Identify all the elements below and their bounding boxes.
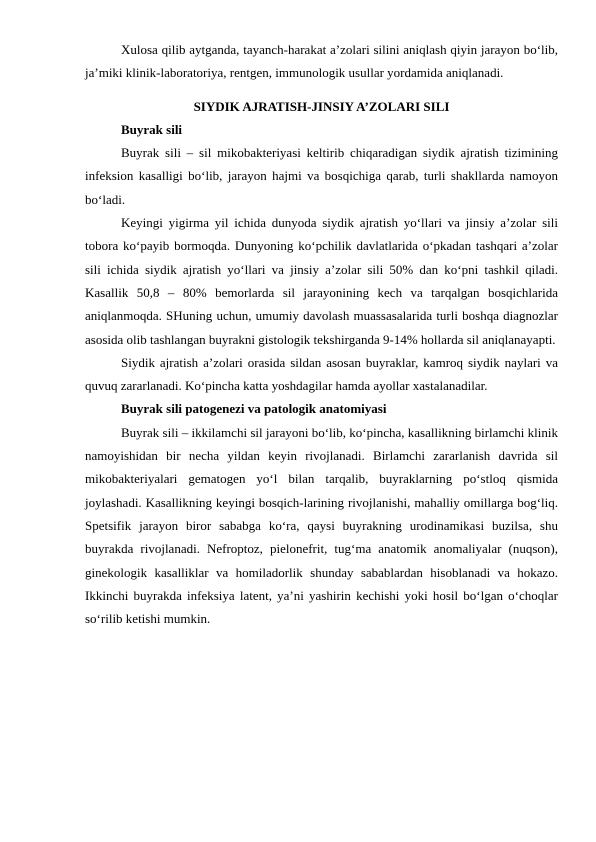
document-page: [85, 38, 558, 630]
subheading-buyrak-sili: Buyrak sili: [121, 121, 183, 137]
section-title: SIYDIK AJRATISH-JINSIY A’ZOLARI SILI: [193, 98, 450, 114]
paragraph-epidemiology: Keyingi yigirma yil ichida dunyoda siydik ajratish yo‘llari va jinsiy a’zolar sili tobora ko‘payib bormoqda. Dunyoning ko‘pchilik davlatlarida o‘pkadan tashqari a’zolar sili ichida siydik ajratish yo‘llari va jinsiy a’zolar sili 50% dan ko‘pni tashkil qiladi. Kasallik 50,8 – 80% bemorlarda sil jarayonining kech va tarqalgan bosqichlarida aniqlanmoqda. SHuning uchun, umumiy davolash muassasalarida turli boshqa diagnozlar asosida olib tashlangan buyrakni gistologik tekshirganda 9-14% hollarda sil aniqlanayapti.: [85, 215, 558, 347]
intro-paragraph: Xulosa qilib aytganda, tayanch-harakat a’zolari silini aniqlash qiyin jarayon bo‘lib, ja’miki klinik-laboratoriya, rentgen, immunologik usullar yordamida aniqlanadi.: [85, 42, 558, 81]
paragraph-definition: Buyrak sili – sil mikobakteriyasi keltirib chiqaradigan siydik ajratish tizimining infeksion kasalligi bo‘lib, jarayon hajmi va bosqichiga qarab, turli shakllarda namoyon bo‘ladi.: [85, 145, 558, 207]
subheading-pathogenesis: Buyrak sili patogenezi va patologik anatomiyasi: [121, 401, 387, 417]
paragraph-organs: Siydik ajratish a’zolari orasida sildan asosan buyraklar, kamroq siydik naylari va quvuq zararlanadi. Ko‘pincha katta yoshdagilar hamda ayollar xastalanadilar.: [85, 354, 558, 394]
spacer: [85, 85, 558, 95]
paragraph-pathogenesis: Buyrak sili – ikkilamchi sil jarayoni bo‘lib, ko‘pincha, kasallikning birlamchi klinik namoyishidan bir necha yildan keyin rivojlanadi. Birlamchi zararlanish davrida sil mikobakteriyalari gematogen yo‘l bilan tarqalib, buyraklarning po‘stloq qismida joylashadi. Kasallikning keyingi bosqich-larining rivojlanishi, mahalliy omillarga bog‘liq. Spetsifik jarayon biror sababga ko‘ra, qaysi buyrakning urodinamikasi buzilsa, shu buyrakda rivojlanadi. Nefroptoz, pielonefrit, tug‘ma anatomik anomaliyalar (nuqson), ginekologik kasalliklar va homiladorlik shunday sabablardan hisoblanadi va hokazo. Ikkinchi buyrakda infeksiya latent, ya’ni yashirin kechishi yoki hosil bo‘lgan o‘choqlar so‘rilib ketishi mumkin.: [85, 424, 558, 627]
